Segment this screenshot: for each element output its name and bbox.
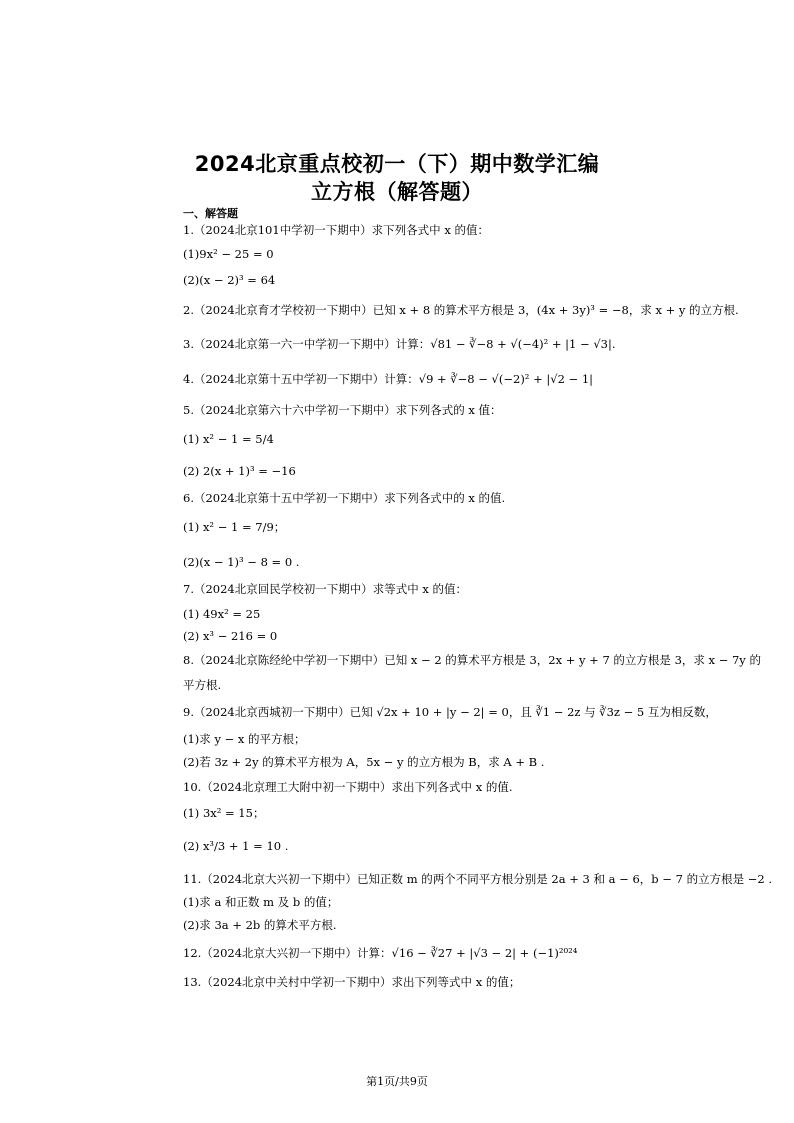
question-12: 12.（2024北京大兴初一下期中）计算：√16 − ∛27 + |√3 − 2| + (−1)²⁰²⁴ [183, 946, 578, 960]
page-number-footer: 第1页/共9页 [366, 1075, 428, 1088]
question-9: 9.（2024北京西城初一下期中）已知 √2x + 10 + |y − 2| = 0，且 ∛1 − 2z 与 ∛3z − 5 互为相反数， [183, 705, 717, 719]
question-7: 7.（2024北京回民学校初一下期中）求等式中 x 的值： [183, 582, 468, 596]
question-6: 6.（2024北京第十五中学初一下期中）求下列各式中的 x 的值. [183, 491, 506, 505]
question-1: 1.（2024北京101中学初一下期中）求下列各式中 x 的值： [183, 223, 489, 237]
question-2: 2.（2024北京育才学校初一下期中）已知 x + 8 的算术平方根是 3，(4x + 3y)³ = −8，求 x + y 的立方根. [183, 303, 739, 317]
question-1-part-2: (2)(x − 2)³ = 64 [183, 273, 276, 287]
question-5-part-1: (1) x² − 1 = 5/4 [183, 432, 274, 446]
question-10-part-1: (1) 3x² = 15； [183, 806, 265, 820]
question-6-part-1: (1) x² − 1 = 7/9； [183, 520, 286, 534]
question-9-part-2: (2)若 3z + 2y 的算术平方根为 A，5x − y 的立方根为 B，求 A + B . [183, 755, 545, 769]
question-7-part-2: (2) x³ − 216 = 0 [183, 629, 278, 643]
question-11-part-2: (2)求 3a + 2b 的算术平方根. [183, 918, 337, 932]
question-5-part-2: (2) 2(x + 1)³ = −16 [183, 464, 296, 478]
question-7-part-1: (1) 49x² = 25 [183, 607, 261, 621]
question-8: 8.（2024北京陈经纶中学初一下期中）已知 x − 2 的算术平方根是 3，2x + y + 7 的立方根是 3，求 x − 7y 的 [183, 653, 761, 667]
question-3: 3.（2024北京第一六一中学初一下期中）计算：√81 − ∛−8 + √(−4)² + |1 − √3|. [183, 337, 616, 351]
question-11-part-1: (1)求 a 和正数 m 及 b 的值； [183, 895, 339, 909]
question-5: 5.（2024北京第六十六中学初一下期中）求下列各式的 x 值： [183, 403, 502, 417]
question-10-part-2: (2) x³/3 + 1 = 10 . [183, 839, 289, 853]
question-11: 11.（2024北京大兴初一下期中）已知正数 m 的两个不同平方根分别是 2a + 3 和 a − 6，b − 7 的立方根是 −2 . [183, 872, 772, 886]
question-4: 4.（2024北京第十五中学初一下期中）计算：√9 + ∛−8 − √(−2)² + |√2 − 1| [183, 372, 594, 386]
question-6-part-2: (2)(x − 1)³ − 8 = 0 . [183, 555, 300, 569]
document-subtitle: 立方根（解答题） [311, 180, 483, 204]
question-8-continuation: 平方根. [183, 678, 222, 692]
document-title: 2024北京重点校初一（下）期中数学汇编 [194, 152, 600, 176]
question-13: 13.（2024北京中关村中学初一下期中）求出下列等式中 x 的值； [183, 975, 521, 989]
section-heading: 一、解答题 [183, 207, 238, 220]
question-9-part-1: (1)求 y − x 的平方根； [183, 732, 306, 746]
question-10: 10.（2024北京理工大附中初一下期中）求出下列各式中 x 的值. [183, 780, 513, 794]
question-1-part-1: (1)9x² − 25 = 0 [183, 247, 274, 261]
